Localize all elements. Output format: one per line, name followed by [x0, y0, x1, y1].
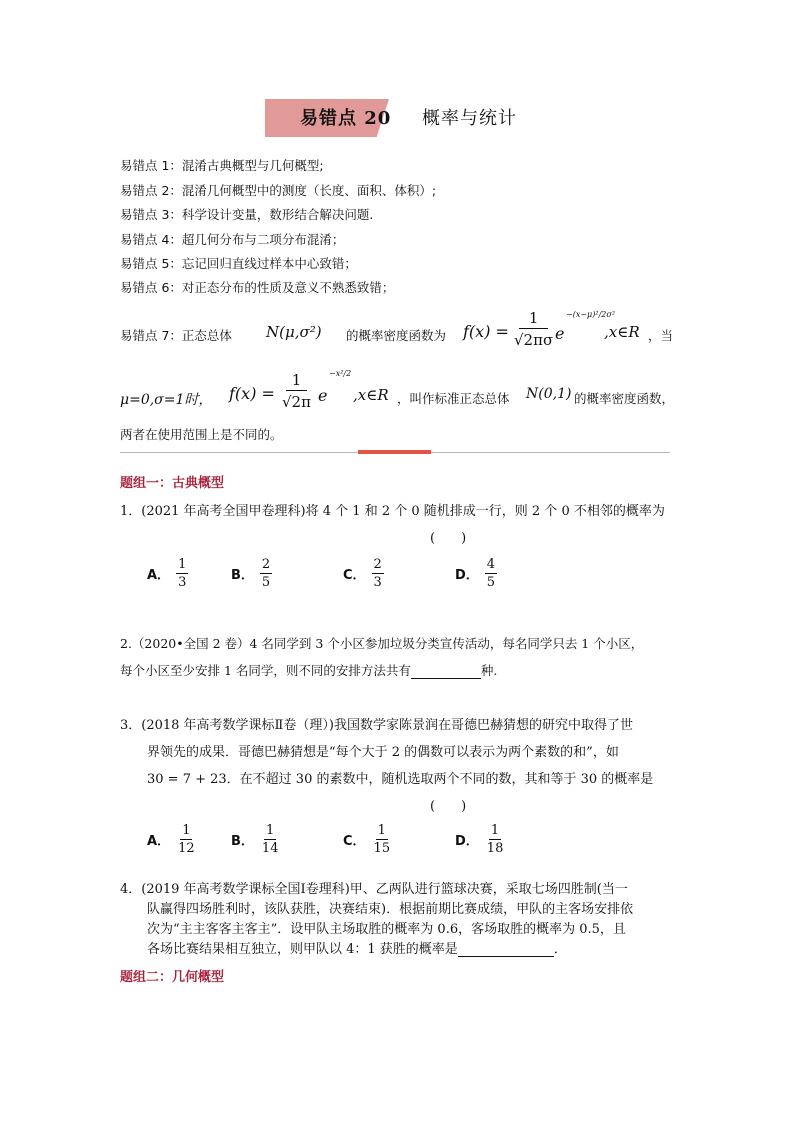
formula-1-tail: ,x∈R — [604, 323, 640, 341]
question-2-line2 — [120, 661, 497, 679]
point-5: 易错点 5：忘记回归直线过样本中心致错； — [120, 256, 357, 271]
point-7-line2-mid: ，叫作标准正态总体 — [397, 391, 510, 406]
option-denominator: 5 — [486, 575, 496, 590]
option-fraction — [485, 556, 497, 591]
point-7-std-normal: N(0,1) — [526, 386, 572, 402]
option-fraction — [176, 556, 188, 591]
option-denominator: 3 — [178, 575, 187, 590]
option-numerator: 1 — [377, 823, 386, 838]
formula-1-lhs: f(x) = — [463, 322, 509, 341]
question-1-option-c[interactable] — [343, 556, 384, 591]
option-denominator: 3 — [373, 575, 382, 590]
group-1-title: 题组一：古典概型 — [120, 476, 225, 491]
question-4-line1: 4．(2019 年高考数学课标全国Ⅰ卷理科)甲、乙两队进行篮球决赛，采取七场四胜制(当一 — [120, 882, 628, 897]
section-divider-accent — [358, 450, 431, 454]
question-4-answer-blank[interactable] — [458, 942, 554, 957]
point-2: 易错点 2：混淆几何概型中的测度（长度、面积、体积）; — [120, 183, 437, 198]
option-numerator: 2 — [373, 557, 382, 572]
option-denominator: 5 — [261, 575, 271, 590]
formula-1-e: e — [555, 324, 565, 343]
formula-1-fraction — [512, 308, 555, 351]
point-3: 易错点 3：科学设计变量，数形结合解决问题. — [120, 207, 374, 222]
option-numerator: 1 — [490, 823, 500, 838]
point-7-line3: 两者在使用范围上是不同的。 — [120, 427, 283, 442]
question-3-option-d[interactable] — [455, 822, 505, 857]
point-7-line2-prefix: μ=0,σ=1时， — [120, 392, 213, 408]
option-fraction — [485, 822, 506, 857]
question-3-line2: 界领先的成果．哥德巴赫猜想是“每个大于 2 的偶数可以表示为两个素数的和”，如 — [147, 745, 619, 760]
option-label: A． — [147, 568, 171, 583]
option-denominator: 14 — [261, 841, 279, 856]
question-4-line3: 次为“主主客客主客主”．设甲队主场取胜的概率为 0.6，客场取胜的概率为 0.5，且 — [147, 922, 626, 937]
group-2-title: 题组二：几何概型 — [120, 970, 225, 985]
question-1-option-a[interactable] — [147, 556, 188, 591]
formula-1-denominator: √2πσ — [514, 331, 554, 349]
option-numerator: 1 — [178, 557, 187, 572]
option-label: C． — [343, 834, 366, 849]
question-4-line4-text: 各场比赛结果相互独立，则甲队以 4：1 获胜的概率是 — [147, 942, 458, 957]
formula-1-numerator: 1 — [519, 308, 549, 329]
question-4-line2: 队赢得四场胜利时，该队获胜，决赛结束)．根据前期比赛成绩，甲队的主客场安排依 — [147, 902, 634, 917]
option-label: D． — [455, 568, 479, 583]
option-numerator: 2 — [261, 557, 271, 572]
point-6: 易错点 6：对正态分布的性质及意义不熟悉致错； — [120, 280, 395, 295]
option-label: A． — [147, 834, 171, 849]
question-1-text: 1．(2021 年高考全国甲卷理科)将 4 个 1 和 2 个 0 随机排成一行，则 2 个 0 不相邻的概率为 — [120, 504, 665, 519]
formula-2-tail: ,x∈R — [353, 386, 389, 404]
point-7-mid: 的概率密度函数为 — [346, 328, 447, 343]
question-3-line3: 30 = 7 + 23．在不超过 30 的素数中，随机选取两个不同的数，其和等于 30 的概率是 — [147, 772, 654, 787]
option-fraction — [260, 822, 281, 857]
formula-2-denominator: √2π — [282, 393, 311, 411]
question-1-answer-paren: ( ) — [430, 531, 467, 546]
option-numerator: 4 — [486, 557, 496, 572]
option-label: D． — [455, 834, 479, 849]
option-numerator: 1 — [266, 823, 275, 838]
formula-2-exponent: −x²/2 — [329, 369, 352, 378]
question-1-option-d[interactable] — [455, 556, 497, 591]
question-1-option-b[interactable] — [231, 556, 272, 591]
question-2-line1: 2.（2020•全国 2 卷）4 名同学到 3 个小区参加垃圾分类宣传活动，每名同学只去 1 个小区， — [120, 636, 644, 651]
question-2-suffix: 种. — [480, 663, 498, 678]
question-3-option-a[interactable] — [147, 822, 197, 857]
point-4: 易错点 4：超几何分布与二项分布混淆； — [120, 232, 345, 247]
question-3-option-b[interactable] — [231, 822, 280, 857]
option-label: C． — [343, 568, 366, 583]
question-2-answer-blank[interactable] — [411, 664, 481, 679]
option-label: B． — [231, 568, 254, 583]
formula-2-numerator: 1 — [286, 370, 308, 391]
option-fraction — [372, 556, 384, 591]
question-3-answer-paren: ( ) — [430, 799, 467, 814]
question-3-line1: 3．(2018 年高考数学课标Ⅱ卷（理）)我国数学家陈景润在哥德巴赫猜想的研究中取得了世 — [120, 718, 633, 733]
formula-2-e: e — [318, 386, 328, 405]
formula-2-fraction — [280, 370, 313, 413]
option-numerator: 1 — [182, 823, 191, 838]
point-7-after: ，当 — [648, 328, 674, 343]
option-label: B． — [231, 834, 254, 849]
option-fraction — [372, 822, 393, 857]
option-fraction — [176, 822, 197, 857]
title-sub: 概率与统计 — [422, 108, 517, 129]
question-4-suffix: ． — [553, 942, 567, 957]
formula-1-exponent: −(x−μ)²/2σ² — [566, 310, 616, 319]
question-3-option-c[interactable] — [343, 822, 392, 857]
point-7-line2-suffix: 的概率密度函数， — [574, 391, 675, 406]
option-denominator: 15 — [373, 841, 391, 856]
point-7-prefix: 易错点 7：正态总体 — [120, 328, 232, 343]
question-4-line4 — [147, 938, 567, 957]
formula-2-lhs: f(x) = — [229, 384, 275, 403]
point-1: 易错点 1：混淆古典概型与几何概型; — [120, 158, 324, 173]
point-7-normal: N(μ,σ²) — [266, 323, 322, 341]
option-fraction — [260, 556, 272, 591]
title-main: 易错点 20 — [300, 108, 392, 129]
question-2-line2-text: 每个小区至少安排 1 名同学，则不同的安排方法共有 — [120, 663, 411, 678]
option-denominator: 18 — [486, 841, 504, 856]
option-denominator: 12 — [178, 841, 195, 856]
